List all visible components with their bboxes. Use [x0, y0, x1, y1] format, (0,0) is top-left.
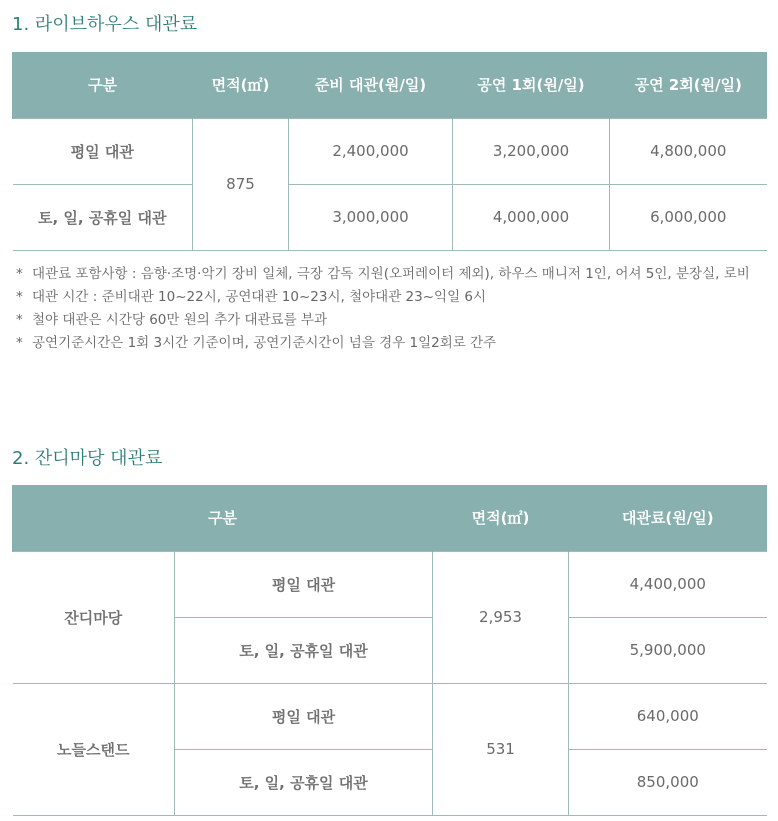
rental-fee: 640,000 — [569, 683, 767, 749]
table-row — [13, 184, 767, 250]
row-label: 평일 대관 — [175, 683, 433, 749]
row-label: 토, 일, 공휴일 대관 — [175, 749, 433, 815]
header-area: 면적(㎡) — [193, 52, 289, 118]
livehouse-fee-table — [12, 52, 767, 251]
venue-name: 노들스탠드 — [13, 683, 175, 815]
note-item: * 공연기준시간은 1회 3시간 기준이며, 공연기준시간이 넘을 경우 1일2회로 간주 — [12, 332, 767, 355]
rental-fee: 4,400,000 — [569, 551, 767, 617]
header-show-2: 공연 2회(원/일) — [610, 52, 767, 118]
header-rental-fee: 대관료(원/일) — [569, 485, 767, 551]
show1-fee: 3,200,000 — [453, 118, 610, 184]
header-category: 구분 — [13, 485, 433, 551]
table-row — [13, 551, 767, 617]
header-prep-rental: 준비 대관(원/일) — [289, 52, 453, 118]
area-value: 531 — [433, 683, 569, 815]
row-label: 평일 대관 — [175, 551, 433, 617]
header-show-1: 공연 1회(원/일) — [453, 52, 610, 118]
section1-title: 1. 라이브하우스 대관료 — [12, 14, 198, 35]
note-item: * 철야 대관은 시간당 60만 원의 추가 대관료를 부과 — [12, 309, 767, 332]
lawn-fee-table — [12, 485, 767, 816]
prep-fee: 2,400,000 — [289, 118, 453, 184]
rental-fee: 850,000 — [569, 749, 767, 815]
area-value: 875 — [193, 118, 289, 250]
header-area: 면적(㎡) — [433, 485, 569, 551]
note-item: * 대관료 포함사항 : 음향·조명·악기 장비 일체, 극장 감독 지원(오퍼레이터 제외), 하우스 매니저 1인, 어셔 5인, 분장실, 로비 — [12, 263, 767, 286]
row-label: 토, 일, 공휴일 대관 — [175, 617, 433, 683]
header-category: 구분 — [13, 52, 193, 118]
section2-title: 2. 잔디마당 대관료 — [12, 448, 163, 469]
note-item: * 대관 시간 : 준비대관 10~22시, 공연대관 10~23시, 철야대관 23~익일 6시 — [12, 286, 767, 309]
area-value: 2,953 — [433, 551, 569, 683]
row-label: 평일 대관 — [13, 118, 193, 184]
show2-fee: 6,000,000 — [610, 184, 767, 250]
table-row — [13, 683, 767, 749]
row-label: 토, 일, 공휴일 대관 — [13, 184, 193, 250]
prep-fee: 3,000,000 — [289, 184, 453, 250]
show1-fee: 4,000,000 — [453, 184, 610, 250]
venue-name: 잔디마당 — [13, 551, 175, 683]
notes-list — [12, 263, 767, 355]
show2-fee: 4,800,000 — [610, 118, 767, 184]
rental-fee: 5,900,000 — [569, 617, 767, 683]
table-row — [13, 118, 767, 184]
